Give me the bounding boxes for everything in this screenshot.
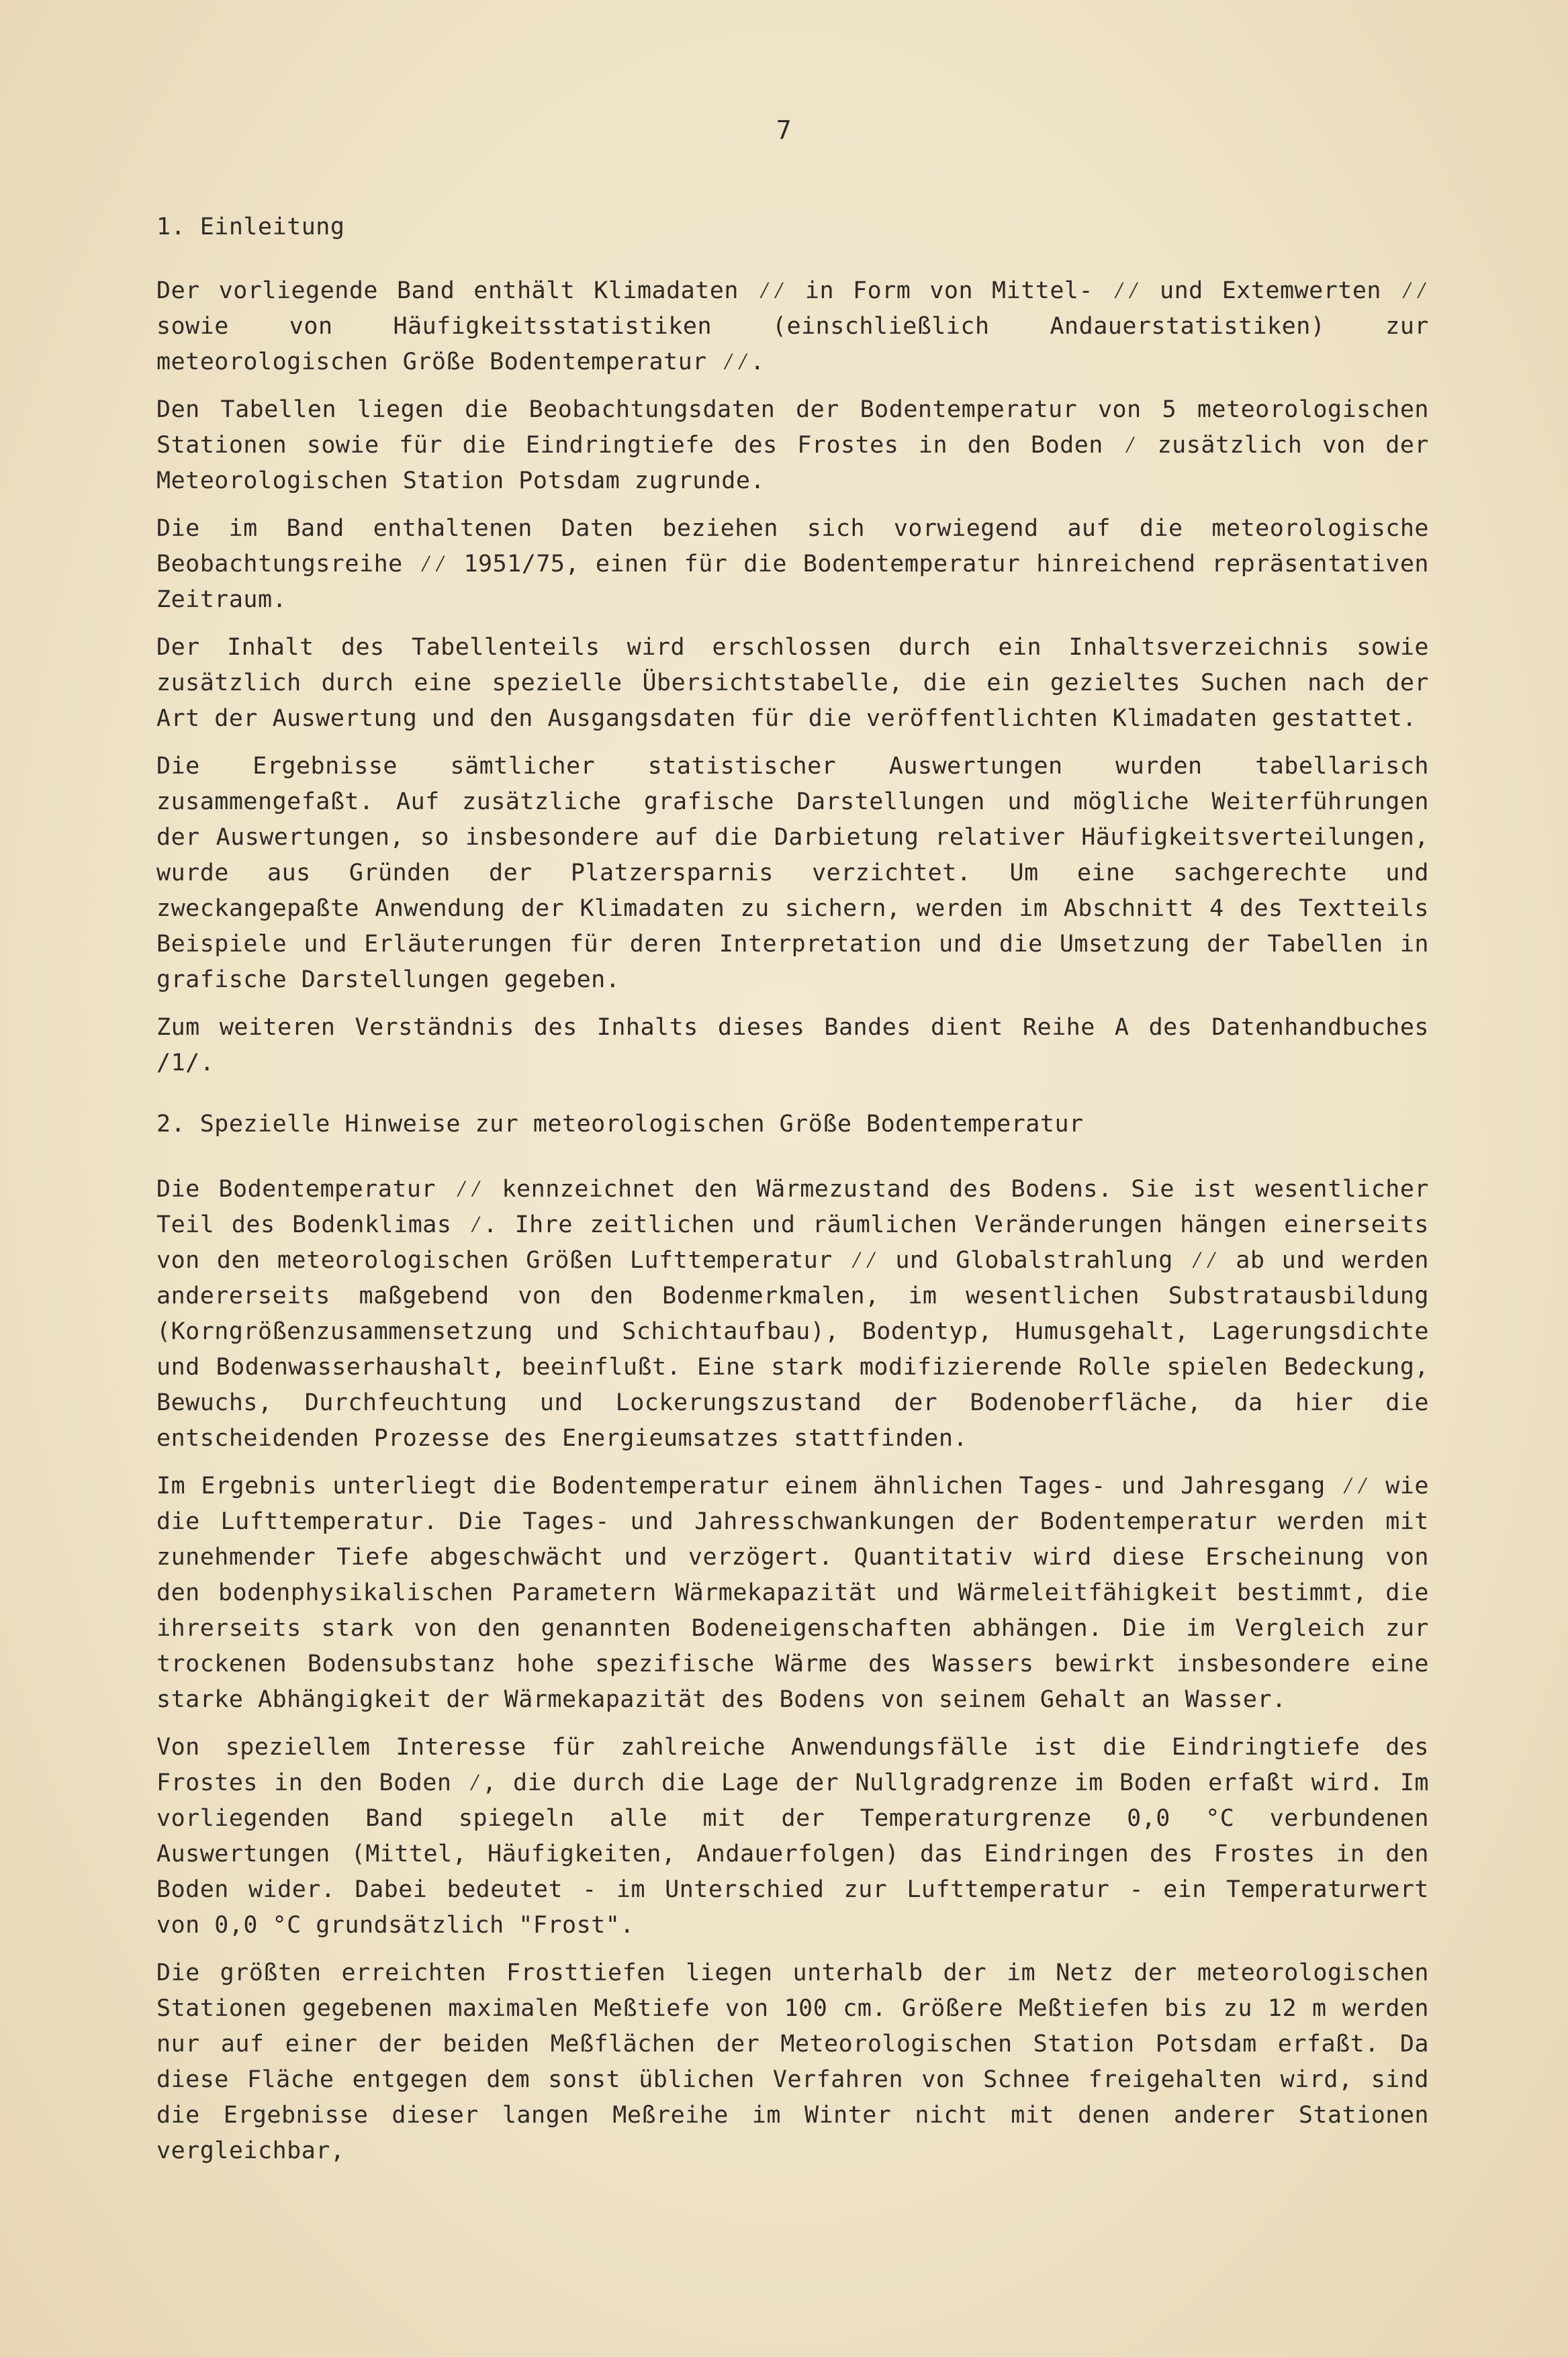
section-soil-temperature-notes — [156, 1107, 1429, 2169]
paragraph: Der Inhalt des Tabellenteils wird erschlossen durch ein Inhaltsverzeichnis sowie zusätzlich durch eine spezielle Übersichtstabelle, die ein gezieltes Suchen nach der Art der Auswertung und den Ausgangsdaten für die veröffentlichten Klimadaten gestattet. — [156, 634, 1429, 732]
paragraph: Im Ergebnis unterliegt die Bodentemperatur einem ähnlichen Tages- und Jahresgang ⁄⁄ wie die Lufttemperatur. Die Tages- und Jahresschwankungen der Bodentemperatur werden mit zunehmender Tiefe abgeschwächt und verzögert. Quantitativ wird diese Erscheinung von den bodenphysikalischen Parametern Wärmekapazität und Wärmeleitfähigkeit bestimmt, die ihrerseits stark von den genannten Bodeneigenschaften abhängen. Die im Vergleich zur trockenen Bodensubstanz hohe spezifische Wärme des Wassers bewirkt insbesondere eine starke Abhängigkeit der Wärmekapazität des Bodens von seinem Gehalt an Wasser. — [156, 1473, 1429, 1713]
paragraph: Von speziellem Interesse für zahlreiche Anwendungsfälle ist die Eindringtiefe des Frostes in den Boden ⁄, die durch die Lage der Nullgradgrenze im Boden erfaßt wird. Im vorliegenden Band spiegeln alle mit der Temperaturgrenze 0,0 °C verbundenen Auswertungen (Mittel, Häufigkeiten, Andauerfolgen) das Eindringen des Frostes in den Boden wider. Dabei bedeutet - im Unterschied zur Lufttemperatur - ein Temperaturwert von 0,0 °C grundsätzlich "Frost". — [156, 1734, 1429, 1939]
paragraph: Die größten erreichten Frosttiefen liegen unterhalb der im Netz der meteorologischen Stationen gegebenen maximalen Meßtiefe von 100 cm. Größere Meßtiefen bis zu 12 m werden nur auf einer der beiden Meßflächen der Meteorologischen Station Potsdam erfaßt. Da diese Fläche entgegen dem sonst üblichen Verfahren von Schnee freigehalten wird, sind die Ergebnisse dieser langen Meßreihe im Winter nicht mit denen anderer Stationen vergleichbar, — [156, 1959, 1429, 2164]
section-heading-soil-temperature: 2. Spezielle Hinweise zur meteorologischen Größe Bodentemperatur — [156, 1111, 1084, 1138]
section-heading-introduction: 1. Einleitung — [156, 214, 345, 240]
paragraph: Die Bodentemperatur ⁄⁄ kennzeichnet den Wärmezustand des Bodens. Sie ist wesentlicher Teil des Bodenklimas ⁄. Ihre zeitlichen und räumlichen Veränderungen hängen einerseits von den meteorologischen Größen Lufttemperatur ⁄⁄ und Globalstrahlung ⁄⁄ ab und werden andererseits maßgebend von den Bodenmerkmalen, im wesentlichen Substratausbildung (Korngrößenzusammensetzung und Schichtaufbau), Bodentyp, Humusgehalt, Lagerungsdichte und Bodenwasserhaushalt, beeinflußt. Eine stark modifizierende Rolle spielen Bedeckung, Bewuchs, Durchfeuchtung und Lockerungszustand der Bodenoberfläche, da hier die entscheidenden Prozesse des Energieumsatzes stattfinden. — [156, 1176, 1429, 1452]
page-number: 7 — [776, 115, 792, 145]
section-introduction — [156, 210, 1429, 1081]
page-body — [156, 210, 1429, 2181]
paragraph: Der vorliegende Band enthält Klimadaten ⁄⁄ in Form von Mittel- ⁄⁄ und Extemwerten ⁄⁄ sowie von Häufigkeitsstatistiken (einschließlich Andauerstatistiken) zur meteorologischen Größe Bodentemperatur ⁄⁄. — [156, 277, 1429, 375]
paragraph: Zum weiteren Verständnis des Inhalts dieses Bandes dient Reihe A des Datenhandbuches /1/. — [156, 1014, 1429, 1076]
paragraph: Die Ergebnisse sämtlicher statistischer Auswertungen wurden tabellarisch zusammengefaßt. Auf zusätzliche grafische Darstellungen und mögliche Weiterführungen der Auswertungen, so insbesondere auf die Darbietung relativer Häufigkeitsverteilungen, wurde aus Gründen der Platzersparnis verzichtet. Um eine sachgerechte und zweckangepaßte Anwendung der Klimadaten zu sichern, werden im Abschnitt 4 des Textteils Beispiele und Erläuterungen für deren Interpretation und die Umsetzung der Tabellen in grafische Darstellungen gegeben. — [156, 753, 1429, 993]
paragraph: Die im Band enthaltenen Daten beziehen sich vorwiegend auf die meteorologische Beobachtungsreihe ⁄⁄ 1951/75, einen für die Bodentemperatur hinreichend repräsentativen Zeitraum. — [156, 515, 1429, 613]
paragraph: Den Tabellen liegen die Beobachtungsdaten der Bodentemperatur von 5 meteorologischen Stationen sowie für die Eindringtiefe des Frostes in den Boden ⁄ zusätzlich von der Meteorologischen Station Potsdam zugrunde. — [156, 396, 1429, 494]
